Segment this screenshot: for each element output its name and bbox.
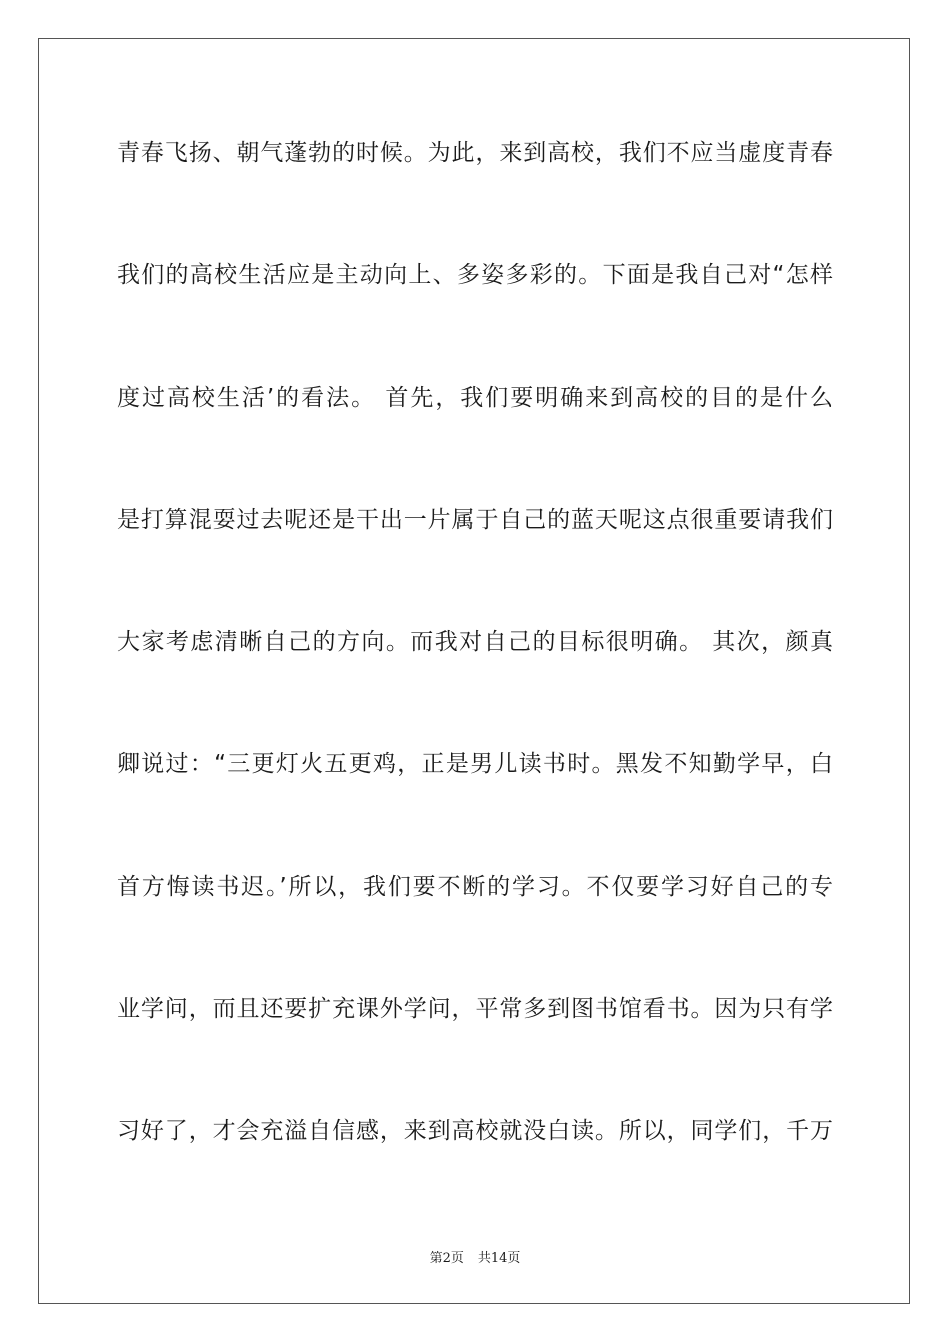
text-line: 度过高校生活’的看法。 首先，我们要明确来到高校的目的是什么	[117, 384, 833, 411]
page-number: 第2页	[429, 1251, 464, 1266]
page-total: 共14页	[477, 1251, 521, 1266]
document-body	[117, 130, 833, 1231]
page-footer	[0, 1247, 950, 1266]
text-line: 我们的高校生活应是主动向上、多姿多彩的。下面是我自己对“怎样	[117, 262, 833, 289]
text-line: 大家考虑清晰自己的方向。而我对自己的目标很明确。 其次，颜真	[117, 629, 833, 656]
text-line: 青春飞扬、朝气蓬勃的时候。为此，来到高校，我们不应当虚度青春	[117, 140, 833, 166]
text-line: 是打算混耍过去呢还是干出一片属于自己的蓝天呢这点很重要请我们	[117, 506, 833, 533]
text-line: 习好了，才会充溢自信感，来到高校就没白读。所以，同学们，千万	[117, 1118, 833, 1145]
text-line: 业学问，而且还要扩充课外学问，平常多到图书馆看书。因为只有学	[117, 996, 833, 1023]
text-line: 卿说过：“三更灯火五更鸡，正是男儿读书时。黑发不知勤学早，白	[117, 751, 833, 778]
text-line: 首方悔读书迟。’所以，我们要不断的学习。不仅要学习好自己的专	[117, 873, 833, 900]
